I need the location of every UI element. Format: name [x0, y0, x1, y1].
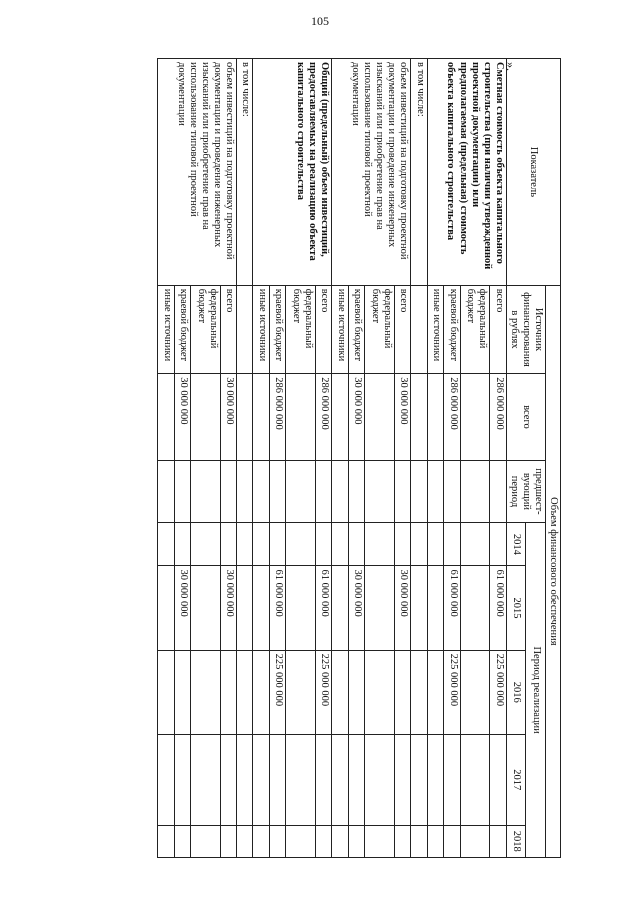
- value-cell: [332, 460, 348, 523]
- value-cell: [460, 523, 490, 566]
- value-cell: 30 000 000: [348, 374, 364, 460]
- indicator-cell: Общий (предельный) объем инвестиций, предоставляемых на реализацию объекта капитального строительства: [253, 59, 332, 286]
- value-cell: 30 000 000: [220, 566, 236, 650]
- value-cell: 61 000 000: [444, 566, 460, 650]
- empty-cell: [411, 523, 427, 566]
- value-cell: [348, 825, 364, 857]
- header-year: 2016: [506, 650, 526, 734]
- value-cell: 61 000 000: [316, 566, 332, 650]
- value-cell: [174, 460, 190, 523]
- value-cell: 225 000 000: [269, 650, 285, 734]
- value-cell: [157, 374, 174, 460]
- financing-table: [157, 58, 561, 858]
- empty-cell: [237, 734, 253, 825]
- closing-quote: ».: [504, 62, 518, 71]
- table-row-note: [411, 59, 427, 858]
- value-cell: 30 000 000: [394, 374, 410, 460]
- value-cell: [253, 523, 269, 566]
- table-row-note: [237, 59, 253, 858]
- value-cell: [365, 523, 395, 566]
- source-cell: краевой бюджет: [444, 285, 460, 374]
- value-cell: [191, 650, 221, 734]
- table-body: [157, 59, 506, 858]
- indicator-cell: Сметная стоимость объекта капитального строительства (при наличии утвержденной проектной документации) или предполагаемая (предельная) стоимость объекта капитального строительства: [427, 59, 506, 286]
- value-cell: [427, 523, 443, 566]
- source-cell: федеральный бюджет: [460, 285, 490, 374]
- value-cell: [332, 374, 348, 460]
- value-cell: [460, 374, 490, 460]
- header-year: 2018: [506, 825, 526, 857]
- empty-cell: [237, 566, 253, 650]
- value-cell: [286, 825, 316, 857]
- value-cell: [253, 650, 269, 734]
- value-cell: 30 000 000: [394, 566, 410, 650]
- source-cell: федеральный бюджет: [365, 285, 395, 374]
- value-cell: 286 000 000: [316, 374, 332, 460]
- value-cell: [444, 523, 460, 566]
- header-total: всего: [506, 374, 545, 460]
- source-cell: всего: [316, 285, 332, 374]
- value-cell: [394, 825, 410, 857]
- value-cell: [286, 734, 316, 825]
- source-cell: федеральный бюджет: [191, 285, 221, 374]
- value-cell: [316, 734, 332, 825]
- value-cell: [157, 650, 174, 734]
- value-cell: 286 000 000: [444, 374, 460, 460]
- empty-cell: [237, 460, 253, 523]
- value-cell: 225 000 000: [490, 650, 506, 734]
- header-year: 2015: [506, 566, 526, 650]
- value-cell: 30 000 000: [174, 566, 190, 650]
- value-cell: [490, 523, 506, 566]
- value-cell: [174, 825, 190, 857]
- empty-cell: [411, 460, 427, 523]
- value-cell: [460, 734, 490, 825]
- value-cell: [269, 523, 285, 566]
- note-cell: в том числе:: [237, 59, 253, 286]
- value-cell: [286, 566, 316, 650]
- value-cell: [191, 825, 221, 857]
- value-cell: [444, 460, 460, 523]
- value-cell: [460, 825, 490, 857]
- table-row: [316, 59, 332, 858]
- value-cell: [427, 460, 443, 523]
- value-cell: [460, 460, 490, 523]
- source-cell: всего: [220, 285, 236, 374]
- header-source: Источник финансирования в рублях: [506, 285, 545, 374]
- source-cell: краевой бюджет: [174, 285, 190, 374]
- value-cell: [332, 734, 348, 825]
- header-financing: Объем финансового обеспечения: [545, 285, 560, 857]
- value-cell: [427, 734, 443, 825]
- value-cell: [220, 523, 236, 566]
- value-cell: [157, 460, 174, 523]
- value-cell: [365, 566, 395, 650]
- page-number: 105: [311, 14, 329, 28]
- source-cell: краевой бюджет: [269, 285, 285, 374]
- value-cell: [332, 825, 348, 857]
- header-implementation-period: Период реализации: [526, 523, 546, 858]
- source-cell: иные источники: [157, 285, 174, 374]
- value-cell: [253, 734, 269, 825]
- value-cell: [365, 374, 395, 460]
- value-cell: [191, 374, 221, 460]
- source-cell: иные источники: [427, 285, 443, 374]
- source-cell: всего: [394, 285, 410, 374]
- header-year: 2014: [506, 523, 526, 566]
- header-year: 2017: [506, 734, 526, 825]
- empty-cell: [237, 374, 253, 460]
- rotated-table-frame: [161, 58, 561, 858]
- value-cell: [157, 566, 174, 650]
- value-cell: [332, 566, 348, 650]
- value-cell: [427, 374, 443, 460]
- indicator-cell: объем инвестиций на подготовку проектной документации и проведение инженерных изысканий или приобретение прав на использование типовой проектной документации: [332, 59, 411, 286]
- value-cell: [157, 734, 174, 825]
- value-cell: [394, 523, 410, 566]
- source-cell: иные источники: [253, 285, 269, 374]
- value-cell: [316, 523, 332, 566]
- source-cell: федеральный бюджет: [286, 285, 316, 374]
- value-cell: [394, 650, 410, 734]
- source-cell: краевой бюджет: [348, 285, 364, 374]
- empty-cell: [237, 285, 253, 374]
- value-cell: [427, 650, 443, 734]
- value-cell: [269, 460, 285, 523]
- value-cell: [220, 650, 236, 734]
- header-previous-period: предшест-вующий период: [506, 460, 545, 523]
- source-cell: всего: [490, 285, 506, 374]
- value-cell: [174, 650, 190, 734]
- value-cell: [157, 523, 174, 566]
- value-cell: [253, 825, 269, 857]
- value-cell: 225 000 000: [316, 650, 332, 734]
- value-cell: [220, 460, 236, 523]
- value-cell: 225 000 000: [444, 650, 460, 734]
- value-cell: [427, 566, 443, 650]
- value-cell: [460, 650, 490, 734]
- value-cell: [348, 650, 364, 734]
- value-cell: [286, 650, 316, 734]
- empty-cell: [411, 374, 427, 460]
- header-indicator: Показатель: [506, 59, 560, 286]
- value-cell: [427, 825, 443, 857]
- value-cell: [253, 460, 269, 523]
- value-cell: 30 000 000: [220, 374, 236, 460]
- value-cell: 286 000 000: [490, 374, 506, 460]
- indicator-cell: объем инвестиций на подготовку проектной документации и проведение инженерных изысканий или приобретение прав на использование типовой проектной документации: [157, 59, 236, 286]
- value-cell: 286 000 000: [269, 374, 285, 460]
- value-cell: [365, 460, 395, 523]
- empty-cell: [411, 825, 427, 857]
- value-cell: [253, 374, 269, 460]
- value-cell: 61 000 000: [269, 566, 285, 650]
- value-cell: [191, 734, 221, 825]
- empty-cell: [411, 285, 427, 374]
- value-cell: 30 000 000: [348, 566, 364, 650]
- value-cell: [490, 460, 506, 523]
- value-cell: [490, 825, 506, 857]
- value-cell: [191, 566, 221, 650]
- value-cell: [444, 825, 460, 857]
- note-cell: в том числе:: [411, 59, 427, 286]
- value-cell: [460, 566, 490, 650]
- empty-cell: [411, 566, 427, 650]
- value-cell: [394, 460, 410, 523]
- empty-cell: [237, 825, 253, 857]
- value-cell: [269, 734, 285, 825]
- value-cell: [286, 460, 316, 523]
- value-cell: [365, 650, 395, 734]
- empty-cell: [237, 650, 253, 734]
- value-cell: [157, 825, 174, 857]
- value-cell: [191, 460, 221, 523]
- table-row: [394, 59, 410, 858]
- value-cell: [394, 734, 410, 825]
- empty-cell: [411, 734, 427, 825]
- value-cell: 30 000 000: [174, 374, 190, 460]
- value-cell: [444, 734, 460, 825]
- table-row: [220, 59, 236, 858]
- value-cell: [365, 825, 395, 857]
- empty-cell: [411, 650, 427, 734]
- table-row: [490, 59, 506, 858]
- source-cell: иные источники: [332, 285, 348, 374]
- value-cell: [348, 523, 364, 566]
- value-cell: [348, 734, 364, 825]
- value-cell: [490, 734, 506, 825]
- value-cell: [191, 523, 221, 566]
- value-cell: [286, 374, 316, 460]
- value-cell: [174, 523, 190, 566]
- value-cell: [220, 734, 236, 825]
- value-cell: [316, 460, 332, 523]
- value-cell: 61 000 000: [490, 566, 506, 650]
- value-cell: [316, 825, 332, 857]
- value-cell: [174, 734, 190, 825]
- value-cell: [253, 566, 269, 650]
- value-cell: [365, 734, 395, 825]
- empty-cell: [237, 523, 253, 566]
- value-cell: [332, 650, 348, 734]
- value-cell: [286, 523, 316, 566]
- value-cell: [332, 523, 348, 566]
- value-cell: [220, 825, 236, 857]
- value-cell: [269, 825, 285, 857]
- value-cell: [348, 460, 364, 523]
